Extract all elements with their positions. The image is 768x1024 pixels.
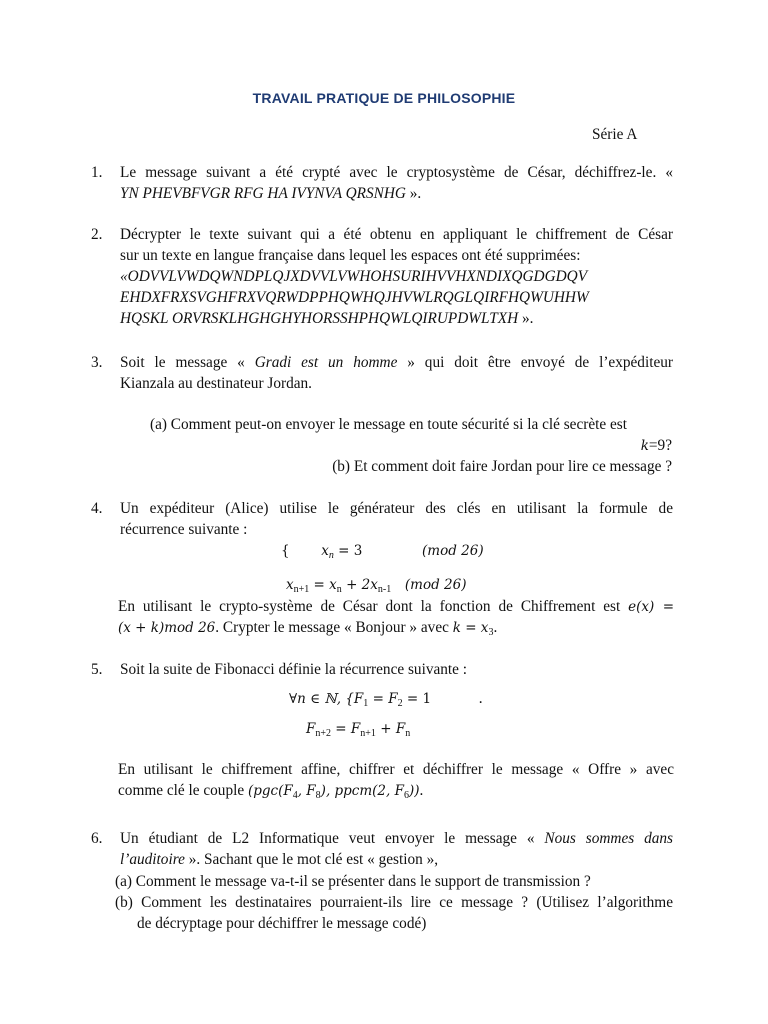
subquestion-3a: (a) Comment peut-on envoyer le message en toute sécurité si la clé secrète est [150, 416, 627, 433]
subquestion-6a: (a) Comment le message va-t-il se présenter dans le support de transmission ? [115, 873, 591, 890]
question-number: 3. [91, 354, 103, 371]
cipher-text: YN PHEVBFVGR RFG HA IVYNVA QRSNHG [120, 185, 406, 202]
question-text: . [419, 782, 424, 799]
math-expr: ), ppcm(2, F [320, 783, 404, 799]
math-sub: n [405, 728, 411, 739]
question-text: En utilisant le crypto-système de César dont la fonction de Chiffrement est [118, 598, 621, 615]
math-text: ∀n ∈ ℕ, {F [289, 691, 364, 707]
question-text: ». [405, 185, 422, 202]
message-text: l’auditoire [120, 851, 185, 868]
message-text: Gradi est un homme [254, 354, 398, 371]
question-text: . Crypter le message « Bonjour » avec [215, 619, 453, 636]
math-expr: k = x [452, 620, 489, 636]
series-label: Série A [592, 126, 638, 143]
math-sub: 4 [292, 790, 298, 801]
brace: { [281, 543, 290, 559]
question-text [118, 617, 497, 643]
math-expr: e(x) = [628, 599, 675, 615]
question-5 [91, 659, 673, 680]
question-text: ». [518, 310, 534, 327]
question-text: Le message suivant a été crypté avec le cryptosystème de César, déchiffrez-le. « [120, 164, 673, 181]
math-var: x [286, 577, 294, 593]
math-text: + F [375, 721, 406, 737]
question-number: 4. [91, 500, 103, 517]
question-2 [91, 224, 673, 329]
math-text: = F [368, 691, 398, 707]
subquestion-6b: (b) Comment les destinataires pourraient-ils lire ce message ? (Utilisez l’algorithme [115, 894, 673, 911]
question-1 [91, 162, 673, 204]
question-6 [91, 828, 673, 870]
question-text: récurrence suivante : [120, 521, 248, 538]
question-4 [91, 498, 673, 540]
question-text [118, 780, 423, 806]
question-number: 6. [91, 830, 103, 847]
recurrence-eq-1 [281, 540, 484, 566]
question-text: comme clé le couple [118, 782, 248, 799]
math-sub: n+1 [360, 728, 376, 739]
math-expr: (pgc(F [247, 783, 293, 799]
math-text: =9? [648, 437, 672, 454]
document-title: TRAVAIL PRATIQUE DE PHILOSOPHIE [252, 90, 516, 106]
math-sub: n [328, 550, 334, 561]
math-sub: 1 [363, 698, 369, 709]
math-text: . [478, 690, 483, 707]
cipher-text: EHDXFRXSVGHFRXVQRWDPPHQWHQJHVWLRQGLQIRFHQWUHHW [120, 289, 589, 306]
math-mod: (mod 26) [422, 543, 484, 559]
question-text: » qui doit être envoyé de l’expéditeur [397, 354, 673, 371]
cipher-text: «ODVVLVWDQWNDPLQJXDVVLVWHOHSURIHVVHXNDIXQGDGDQV [120, 268, 588, 285]
math-var: k [640, 438, 649, 454]
fibonacci-eq-1 [289, 688, 483, 714]
question-text: En utilisant le chiffrement affine, chiffrer et déchiffrer le message « Offre » avec [118, 761, 674, 778]
math-text: = x [309, 577, 337, 593]
subquestion-3b: (b) Et comment doit faire Jordan pour lire ce message ? [332, 458, 672, 475]
math-sub: 8 [315, 790, 321, 801]
math-sub: n-1 [377, 584, 392, 595]
subquestion-6b-cont: de décryptage pour déchiffrer le message codé) [137, 915, 427, 932]
math-expr: , F [297, 783, 316, 799]
math-text: F [306, 721, 316, 737]
message-text: Nous sommes dans [544, 830, 674, 847]
math-expr: (x + k)mod 26 [118, 620, 216, 636]
question-text [118, 596, 674, 618]
question-text: Un étudiant de L2 Informatique veut envoyer le message « [120, 830, 545, 847]
math-sub: 3 [488, 627, 494, 638]
math-text: = 3 [333, 543, 363, 559]
question-text: Kianzala au destinateur Jordan. [120, 375, 312, 392]
math-sub: n+2 [315, 728, 332, 739]
question-text: sur un texte en langue française dans lequel les espaces ont été supprimées: [120, 247, 581, 264]
math-text: = F [331, 721, 361, 737]
question-text: Soit le message « [120, 354, 255, 371]
question-text: Soit la suite de Fibonacci définie la récurrence suivante : [120, 661, 468, 678]
cipher-text: HQSKL ORVRSKLHGHGHYHORSSHPHQWLQIRUPDWLTXH [120, 310, 519, 327]
question-text: ». Sachant que le mot clé est « gestion », [184, 851, 439, 868]
key-value [641, 435, 672, 457]
question-text: Décrypter le texte suivant qui a été obtenu en appliquant le chiffrement de César [120, 226, 673, 243]
math-text: = 1 [402, 691, 432, 707]
math-expr: )) [408, 783, 420, 799]
question-3 [91, 352, 673, 394]
question-text: Un expéditeur (Alice) utilise le générateur des clés en utilisant la formule de [120, 500, 673, 517]
math-sub: n+1 [293, 584, 310, 595]
math-text: + 2x [341, 577, 378, 593]
math-sub: n [336, 584, 342, 595]
question-number: 2. [91, 226, 103, 243]
question-number: 1. [91, 164, 103, 181]
math-var: x [321, 543, 329, 559]
math-mod: (mod 26) [404, 577, 467, 593]
question-text: . [493, 619, 498, 636]
question-number: 5. [91, 661, 103, 678]
math-sub: 6 [403, 790, 409, 801]
math-sub: 2 [397, 698, 403, 709]
fibonacci-eq-2 [306, 718, 410, 744]
